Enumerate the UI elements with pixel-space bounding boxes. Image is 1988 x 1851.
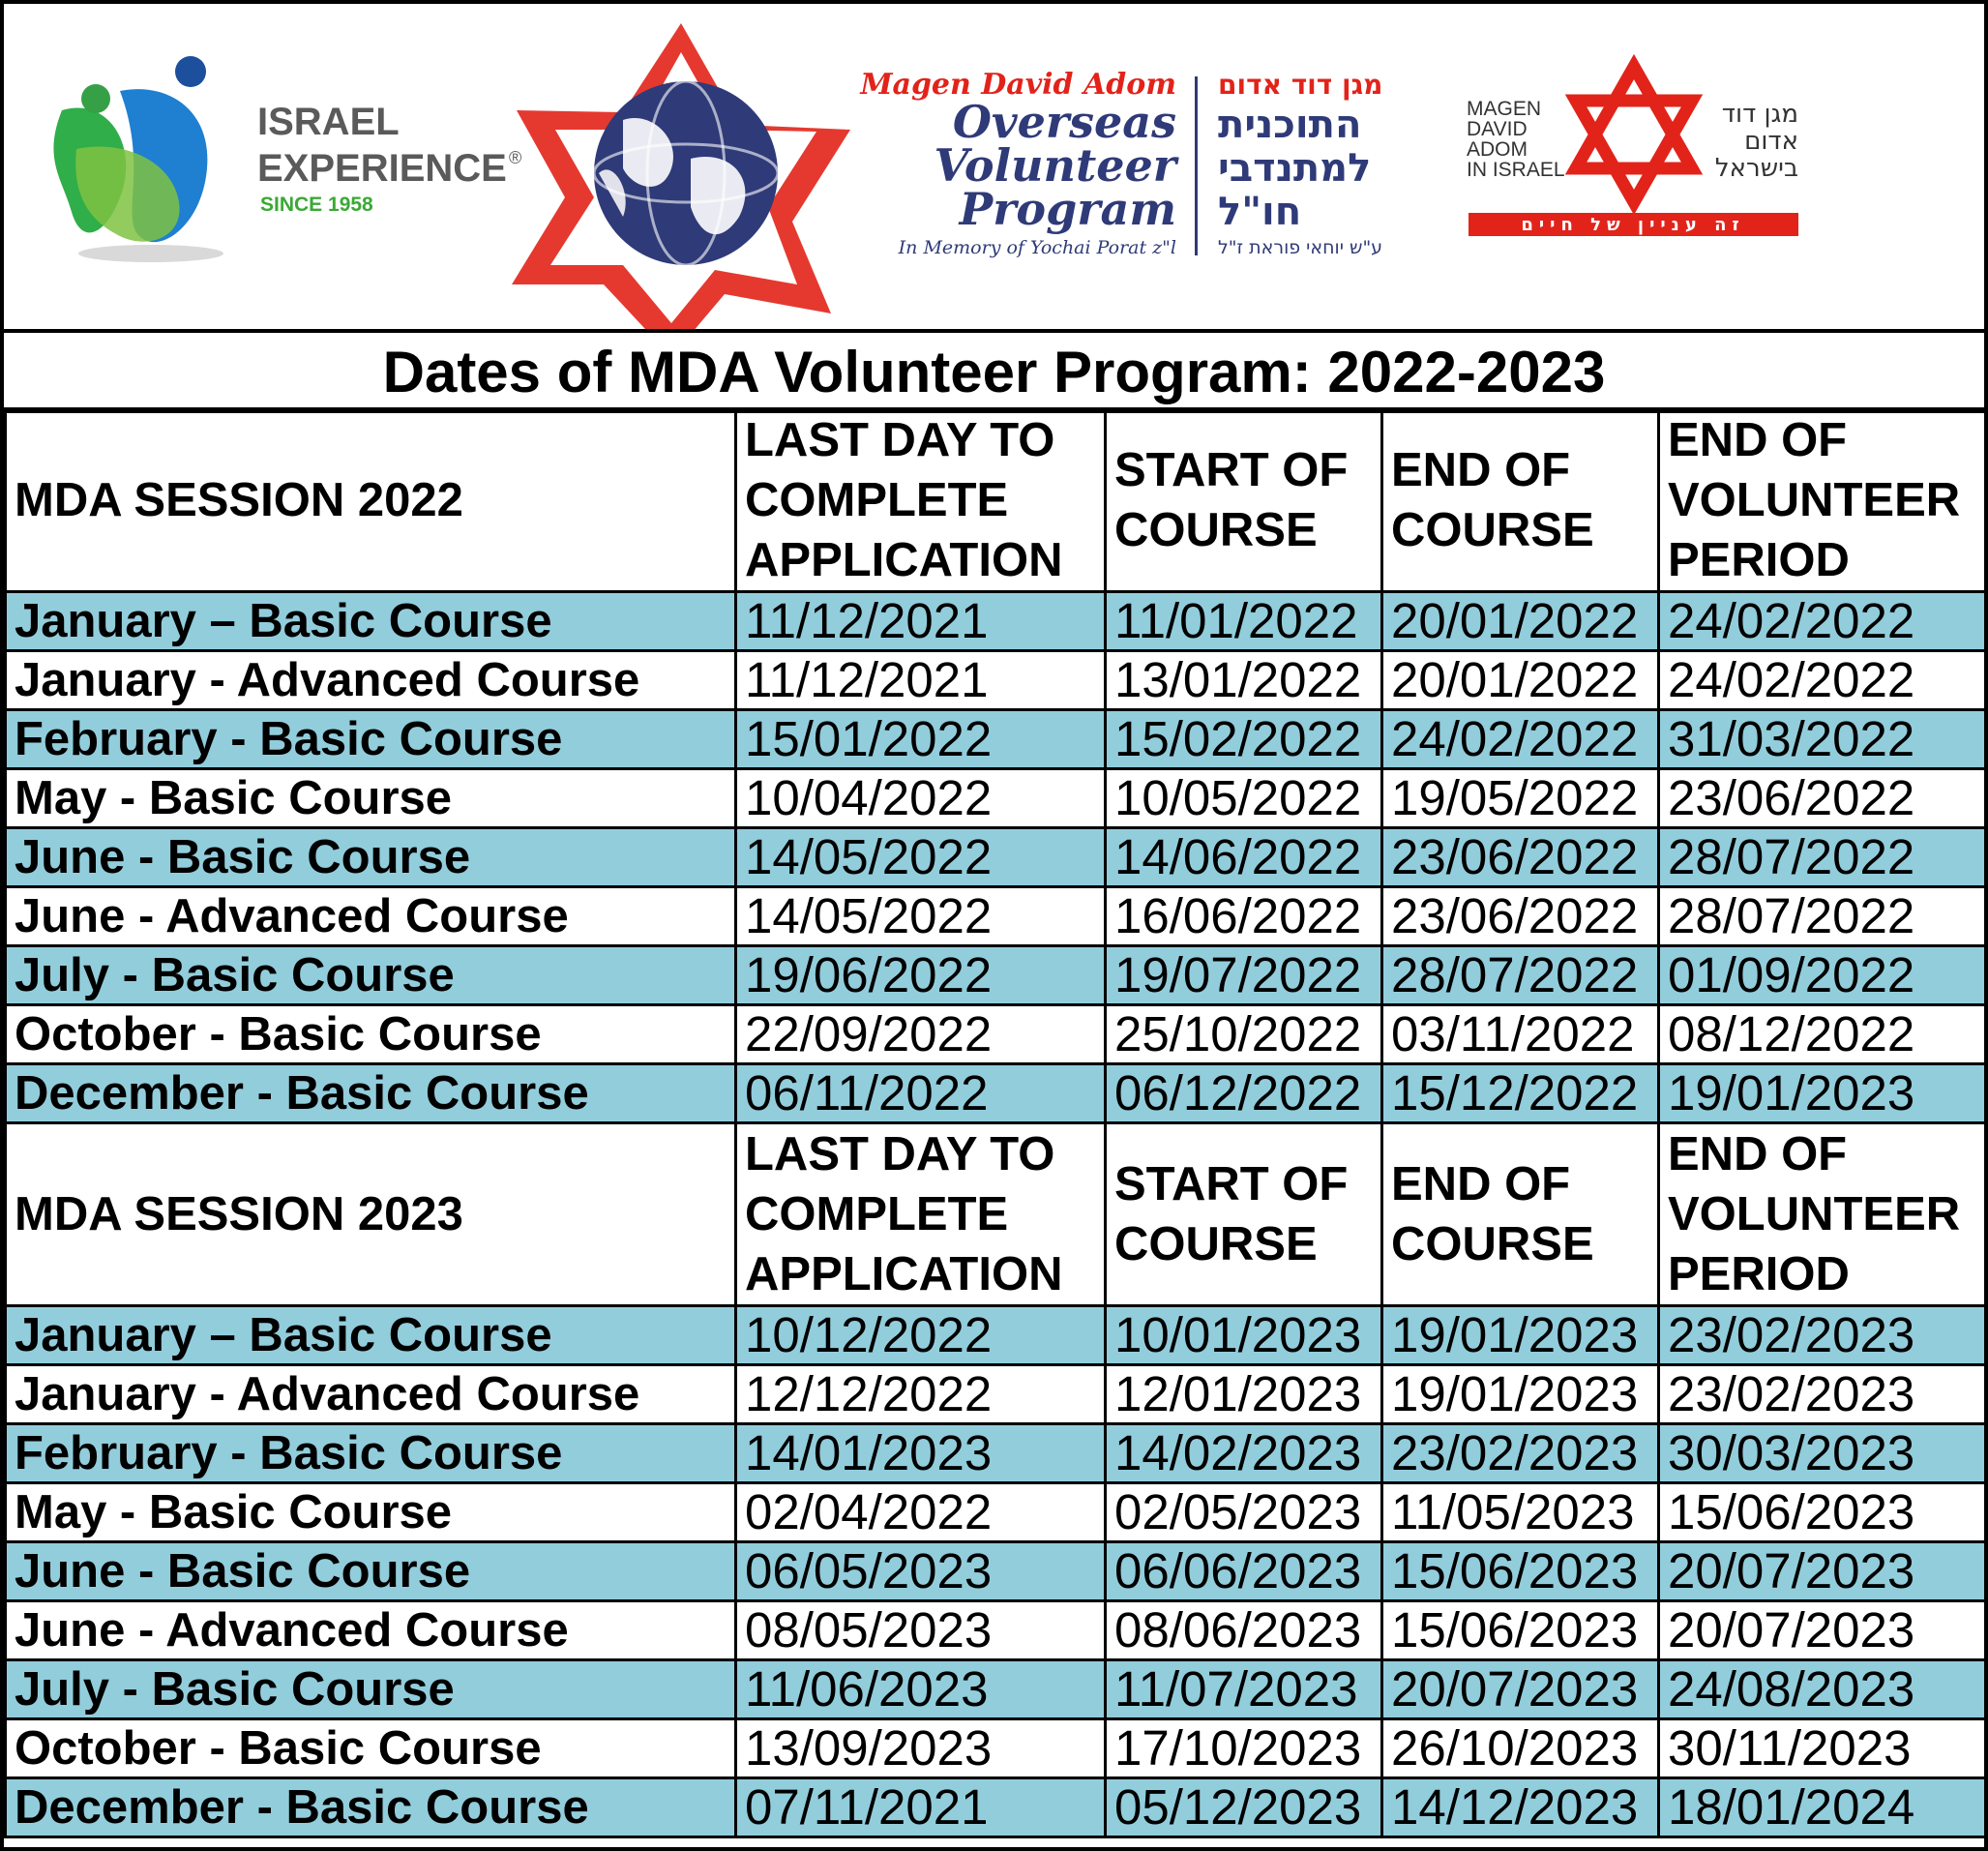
course-name: July - Basic Course: [6, 1660, 736, 1719]
start-date: 05/12/2023: [1106, 1778, 1382, 1837]
table-row: [6, 769, 1986, 828]
last-day-date: 14/01/2023: [736, 1424, 1106, 1483]
ovp-line2: Volunteer: [934, 139, 1176, 192]
ovp-hebrew-text: [1218, 69, 1382, 258]
last-day-date: 14/05/2022: [736, 887, 1106, 946]
last-day-date: 10/12/2022: [736, 1306, 1106, 1365]
start-date: 11/07/2023: [1106, 1660, 1382, 1719]
end-volunteer-date: 18/01/2024: [1659, 1778, 1986, 1837]
course-name: June - Advanced Course: [6, 887, 736, 946]
end-date: 23/02/2023: [1382, 1424, 1659, 1483]
table-row: [6, 710, 1986, 769]
end-date: 19/01/2023: [1382, 1365, 1659, 1424]
last-day-date: 08/05/2023: [736, 1601, 1106, 1660]
table-row: [6, 828, 1986, 887]
start-date: 16/06/2022: [1106, 887, 1382, 946]
start-date: 14/02/2023: [1106, 1424, 1382, 1483]
last-day-date: 06/11/2022: [736, 1064, 1106, 1123]
end-volunteer-date: 08/12/2022: [1659, 1005, 1986, 1064]
end-date: 14/12/2023: [1382, 1778, 1659, 1837]
end-volunteer-date: 23/02/2023: [1659, 1306, 1986, 1365]
end-date: 15/12/2022: [1382, 1064, 1659, 1123]
end-volunteer-date: 23/06/2022: [1659, 769, 1986, 828]
col-header-end-volunteer: END OF VOLUNTEER PERIOD: [1659, 1123, 1986, 1306]
table-row: [6, 1601, 1986, 1660]
start-date: 08/06/2023: [1106, 1601, 1382, 1660]
last-day-date: 11/12/2021: [736, 592, 1106, 651]
course-name: October - Basic Course: [6, 1005, 736, 1064]
end-volunteer-date: 30/03/2023: [1659, 1424, 1986, 1483]
last-day-date: 02/04/2022: [736, 1483, 1106, 1542]
table-row: [6, 1542, 1986, 1601]
last-day-date: 13/09/2023: [736, 1719, 1106, 1778]
start-date: 10/01/2023: [1106, 1306, 1382, 1365]
last-day-date: 22/09/2022: [736, 1005, 1106, 1064]
start-date: 25/10/2022: [1106, 1005, 1382, 1064]
course-name: February - Basic Course: [6, 1424, 736, 1483]
last-day-date: 11/12/2021: [736, 651, 1106, 710]
end-volunteer-date: 23/02/2023: [1659, 1365, 1986, 1424]
last-day-date: 06/05/2023: [736, 1542, 1106, 1601]
table-row: [6, 1005, 1986, 1064]
mda-slogan: זה עניין של חיים: [1521, 215, 1745, 235]
mda-he-line1: מגן דוד: [1721, 100, 1798, 129]
col-header-end-volunteer: END OF VOLUNTEER PERIOD: [1659, 409, 1986, 592]
end-volunteer-date: 15/06/2023: [1659, 1483, 1986, 1542]
table-row: [6, 651, 1986, 710]
table-row: [6, 1306, 1986, 1365]
end-volunteer-date: 19/01/2023: [1659, 1064, 1986, 1123]
table-row: [6, 1719, 1986, 1778]
table-row: [6, 1483, 1986, 1542]
ovp-line1: Overseas: [952, 96, 1176, 148]
ovp-line3: Program: [959, 183, 1176, 235]
end-volunteer-date: 24/02/2022: [1659, 651, 1986, 710]
ovp-he-memorial: ע"ש יוחאי פוראת ז"ל: [1218, 237, 1383, 258]
end-date: 19/01/2023: [1382, 1306, 1659, 1365]
table-row: [6, 1778, 1986, 1837]
mda-en-line2: DAVID: [1467, 118, 1528, 140]
table-row: [6, 1064, 1986, 1123]
ovp-he-org: מגן דוד אדום: [1218, 69, 1383, 101]
ovp-memorial: In Memory of Yochai Porat z"l: [898, 237, 1176, 258]
ovp-star-globe-logo: [512, 23, 850, 329]
mda-he-line3: בישראל: [1714, 154, 1798, 183]
ovp-org-name: Magen David Adom: [860, 68, 1176, 102]
end-date: 19/05/2022: [1382, 769, 1659, 828]
start-date: 10/05/2022: [1106, 769, 1382, 828]
ovp-he-line1: התוכנית: [1218, 103, 1362, 147]
start-date: 12/01/2023: [1106, 1365, 1382, 1424]
end-date: 20/01/2022: [1382, 592, 1659, 651]
course-name: July - Basic Course: [6, 946, 736, 1005]
session-title: MDA SESSION 2022: [6, 409, 736, 592]
course-name: June - Basic Course: [6, 1542, 736, 1601]
table-row: [6, 1660, 1986, 1719]
end-volunteer-date: 20/07/2023: [1659, 1601, 1986, 1660]
start-date: 06/12/2022: [1106, 1064, 1382, 1123]
table-row: [6, 887, 1986, 946]
course-name: October - Basic Course: [6, 1719, 736, 1778]
course-name: January - Advanced Course: [6, 651, 736, 710]
end-volunteer-date: 20/07/2023: [1659, 1542, 1986, 1601]
start-date: 17/10/2023: [1106, 1719, 1382, 1778]
ovp-he-line3: חו"ל: [1218, 190, 1302, 234]
course-name: February - Basic Course: [6, 710, 736, 769]
end-date: 26/10/2023: [1382, 1719, 1659, 1778]
col-header-start: START OF COURSE: [1106, 409, 1382, 592]
israel-experience-since: SINCE 1958: [260, 194, 373, 216]
col-header-start: START OF COURSE: [1106, 1123, 1382, 1306]
mda-en-line1: MAGEN: [1467, 98, 1542, 120]
course-name: January – Basic Course: [6, 592, 736, 651]
start-date: 19/07/2022: [1106, 946, 1382, 1005]
end-volunteer-date: 31/03/2022: [1659, 710, 1986, 769]
end-date: 20/07/2023: [1382, 1660, 1659, 1719]
end-volunteer-date: 28/07/2022: [1659, 828, 1986, 887]
schedule-table: [4, 407, 1987, 1838]
last-day-date: 07/11/2021: [736, 1778, 1106, 1837]
course-name: December - Basic Course: [6, 1064, 736, 1123]
end-volunteer-date: 24/02/2022: [1659, 592, 1986, 651]
table-row: [6, 592, 1986, 651]
israel-experience-logo: [53, 56, 521, 262]
course-name: January - Advanced Course: [6, 1365, 736, 1424]
table-row: [6, 946, 1986, 1005]
session-title: MDA SESSION 2023: [6, 1123, 736, 1306]
end-date: 24/02/2022: [1382, 710, 1659, 769]
course-name: May - Basic Course: [6, 1483, 736, 1542]
start-date: 06/06/2023: [1106, 1542, 1382, 1601]
israel-experience-line1: ISRAEL: [257, 101, 400, 143]
end-date: 03/11/2022: [1382, 1005, 1659, 1064]
last-day-date: 12/12/2022: [736, 1365, 1106, 1424]
page-title: Dates of MDA Volunteer Program: 2022-2023: [4, 333, 1984, 413]
end-volunteer-date: 30/11/2023: [1659, 1719, 1986, 1778]
last-day-date: 11/06/2023: [736, 1660, 1106, 1719]
start-date: 15/02/2022: [1106, 710, 1382, 769]
course-name: June - Basic Course: [6, 828, 736, 887]
mda-en-line4: IN ISRAEL: [1467, 159, 1565, 181]
last-day-date: 14/05/2022: [736, 828, 1106, 887]
last-day-date: 15/01/2022: [736, 710, 1106, 769]
ovp-divider: [1195, 76, 1198, 255]
course-name: June - Advanced Course: [6, 1601, 736, 1660]
end-volunteer-date: 24/08/2023: [1659, 1660, 1986, 1719]
end-date: 11/05/2023: [1382, 1483, 1659, 1542]
col-header-end: END OF COURSE: [1382, 1123, 1659, 1306]
end-date: 15/06/2023: [1382, 1601, 1659, 1660]
session-2022-header-row: [6, 409, 1986, 592]
col-header-last-day: LAST DAY TO COMPLETE APPLICATION: [736, 1123, 1106, 1306]
last-day-date: 10/04/2022: [736, 769, 1106, 828]
start-date: 14/06/2022: [1106, 828, 1382, 887]
mda-logo: [1467, 67, 1798, 236]
registered-mark: ®: [509, 148, 522, 167]
table-row: [6, 1424, 1986, 1483]
col-header-last-day: LAST DAY TO COMPLETE APPLICATION: [736, 409, 1106, 592]
end-date: 20/01/2022: [1382, 651, 1659, 710]
course-name: May - Basic Course: [6, 769, 736, 828]
start-date: 13/01/2022: [1106, 651, 1382, 710]
ovp-he-line2: למתנדבי: [1218, 146, 1372, 191]
mda-he-line2: אדום: [1744, 127, 1798, 156]
course-name: December - Basic Course: [6, 1778, 736, 1837]
last-day-date: 19/06/2022: [736, 946, 1106, 1005]
table-row: [6, 1365, 1986, 1424]
course-name: January – Basic Course: [6, 1306, 736, 1365]
ovp-english-text: [859, 68, 1179, 258]
start-date: 02/05/2023: [1106, 1483, 1382, 1542]
end-date: 15/06/2023: [1382, 1542, 1659, 1601]
start-date: 11/01/2022: [1106, 592, 1382, 651]
end-volunteer-date: 28/07/2022: [1659, 887, 1986, 946]
end-date: 28/07/2022: [1382, 946, 1659, 1005]
end-date: 23/06/2022: [1382, 828, 1659, 887]
israel-experience-line2: EXPERIENCE: [257, 147, 507, 190]
col-header-end: END OF COURSE: [1382, 409, 1659, 592]
end-volunteer-date: 01/09/2022: [1659, 946, 1986, 1005]
end-date: 23/06/2022: [1382, 887, 1659, 946]
session-2023-header-row: [6, 1123, 1986, 1306]
star-of-david-icon: [1576, 67, 1692, 202]
mda-en-line3: ADOM: [1467, 138, 1528, 161]
logo-banner: [4, 4, 1984, 333]
